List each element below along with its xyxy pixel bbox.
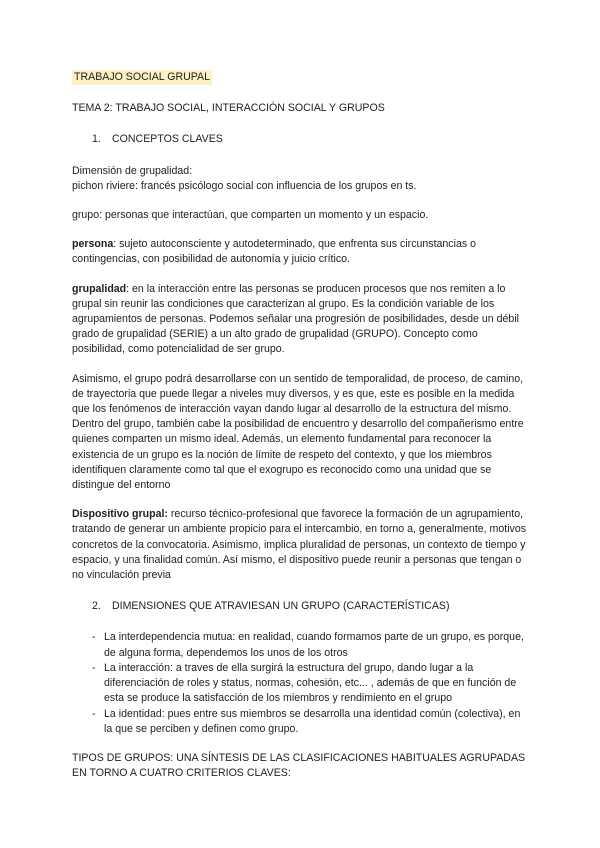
section-2-number: 2. bbox=[92, 600, 101, 613]
section-2-heading bbox=[72, 599, 528, 614]
dimension-heading: Dimensión de grupalidad: bbox=[72, 164, 193, 177]
section-1-number: 1. bbox=[92, 133, 101, 146]
tema-heading: TEMA 2: TRABAJO SOCIAL, INTERACCIÓN SOCIAL Y GRUPOS bbox=[72, 102, 385, 115]
dash-bullet: - bbox=[92, 631, 96, 644]
list-item-text: La interacción: a traves de ella surgirá la estructura del grupo, dando lugar a la diferenciación de roles y status, normas, cohesión, etc... , además de que en función de esta se produce la satisfacción de los miembros y rendimiento en el grupo bbox=[104, 661, 517, 705]
list-item bbox=[72, 661, 528, 707]
grupalidad-text: : en la interacción entre las personas se producen procesos que nos remiten a lo grupal sin reunir las condiciones que caracterizan al grupo. Es la condición variable de los agrupamientos de personas. Podemos señalar una progresión de posibilidades, desde un débil grado de grupalidad (SERIE) a un alto grado de grupalidad (GRUPO). Concepto como posibilidad, como potencialidad de ser grupo. bbox=[72, 282, 520, 356]
dash-bullet: - bbox=[92, 661, 96, 674]
persona-definition bbox=[72, 237, 528, 267]
grupalidad-term: grupalidad bbox=[72, 282, 127, 295]
persona-term: persona bbox=[72, 238, 114, 251]
document-page bbox=[72, 70, 528, 781]
section-2-label: DIMENSIONES QUE ATRAVIESAN UN GRUPO (CARACTERÍSTICAS) bbox=[112, 600, 450, 613]
list-item bbox=[72, 630, 528, 660]
doc-title bbox=[72, 70, 528, 85]
asimismo-paragraph: Asimismo, el grupo podrá desarrollarse con un sentido de temporalidad, de proceso, de camino, de trayectoria que puede llegar a niveles muy diversos, y es que, este es posible en la medida que los fenómenos de interacción vayan dando lugar al desarrollo de la estructura del mismo. Dentro del grupo, también cabe la posibilidad de encuentro y desarrollo del compañerismo entre quienes comparten un mismo ideal. Además, un elemento fundamental para reconocer la existencia de un grupo es la noción de límite de respeto del contexto, y que los miembros identifiquen claramente como tal que el exogrupo es reconocido como una unidad que se distingue del entorno bbox=[72, 372, 524, 492]
pichon-paragraph: pichon riviere: francés psicólogo social con influencia de los grupos en ts. bbox=[72, 179, 417, 192]
persona-text: : sujeto autoconsciente y autodeterminado, que enfrenta sus circunstancias o contingencias, con posibilidad de autonomía y juicio crítico. bbox=[72, 238, 476, 266]
section-1-heading bbox=[72, 132, 528, 147]
tipos-heading: TIPOS DE GRUPOS: UNA SÍNTESIS DE LAS CLASIFICACIONES HABITUALES AGRUPADAS EN TORNO A CUATRO CRITERIOS CLAVES: bbox=[72, 751, 526, 780]
list-item-text: La identidad: pues entre sus miembros se desarrolla una identidad común (colectiva), en la que se perciben y definen como grupo. bbox=[104, 707, 521, 735]
list-item bbox=[72, 707, 528, 737]
dispositivo-term: Dispositivo grupal: bbox=[72, 508, 168, 521]
dispositivo-text: recurso técnico-profesional que favorece la formación de un agrupamiento, tratando de generar un ambiente propicio para el intercambio, en torno a, generalmente, motivos concretos de la convocatoria. Asimismo, implica pluralidad de personas, un contexto de tiempo y espacio, y una finalidad común. Así mismo, el dispositivo puede reunir a personas que tengan o no vinculación previa bbox=[72, 508, 527, 582]
list-item-text: La interdependencia mutua: en realidad, cuando formamos parte de un grupo, es porque, de alguna forma, dependemos los unos de los otros bbox=[104, 631, 524, 659]
section-1-label: CONCEPTOS CLAVES bbox=[112, 133, 223, 146]
grupalidad-definition bbox=[72, 282, 528, 358]
dimensiones-list bbox=[72, 630, 528, 736]
dispositivo-definition bbox=[72, 507, 528, 583]
dash-bullet: - bbox=[92, 707, 96, 720]
grupo-definition: grupo: personas que interactúan, que comparten un momento y un espacio. bbox=[72, 209, 429, 222]
doc-title-highlight: TRABAJO SOCIAL GRUPAL bbox=[72, 70, 212, 85]
